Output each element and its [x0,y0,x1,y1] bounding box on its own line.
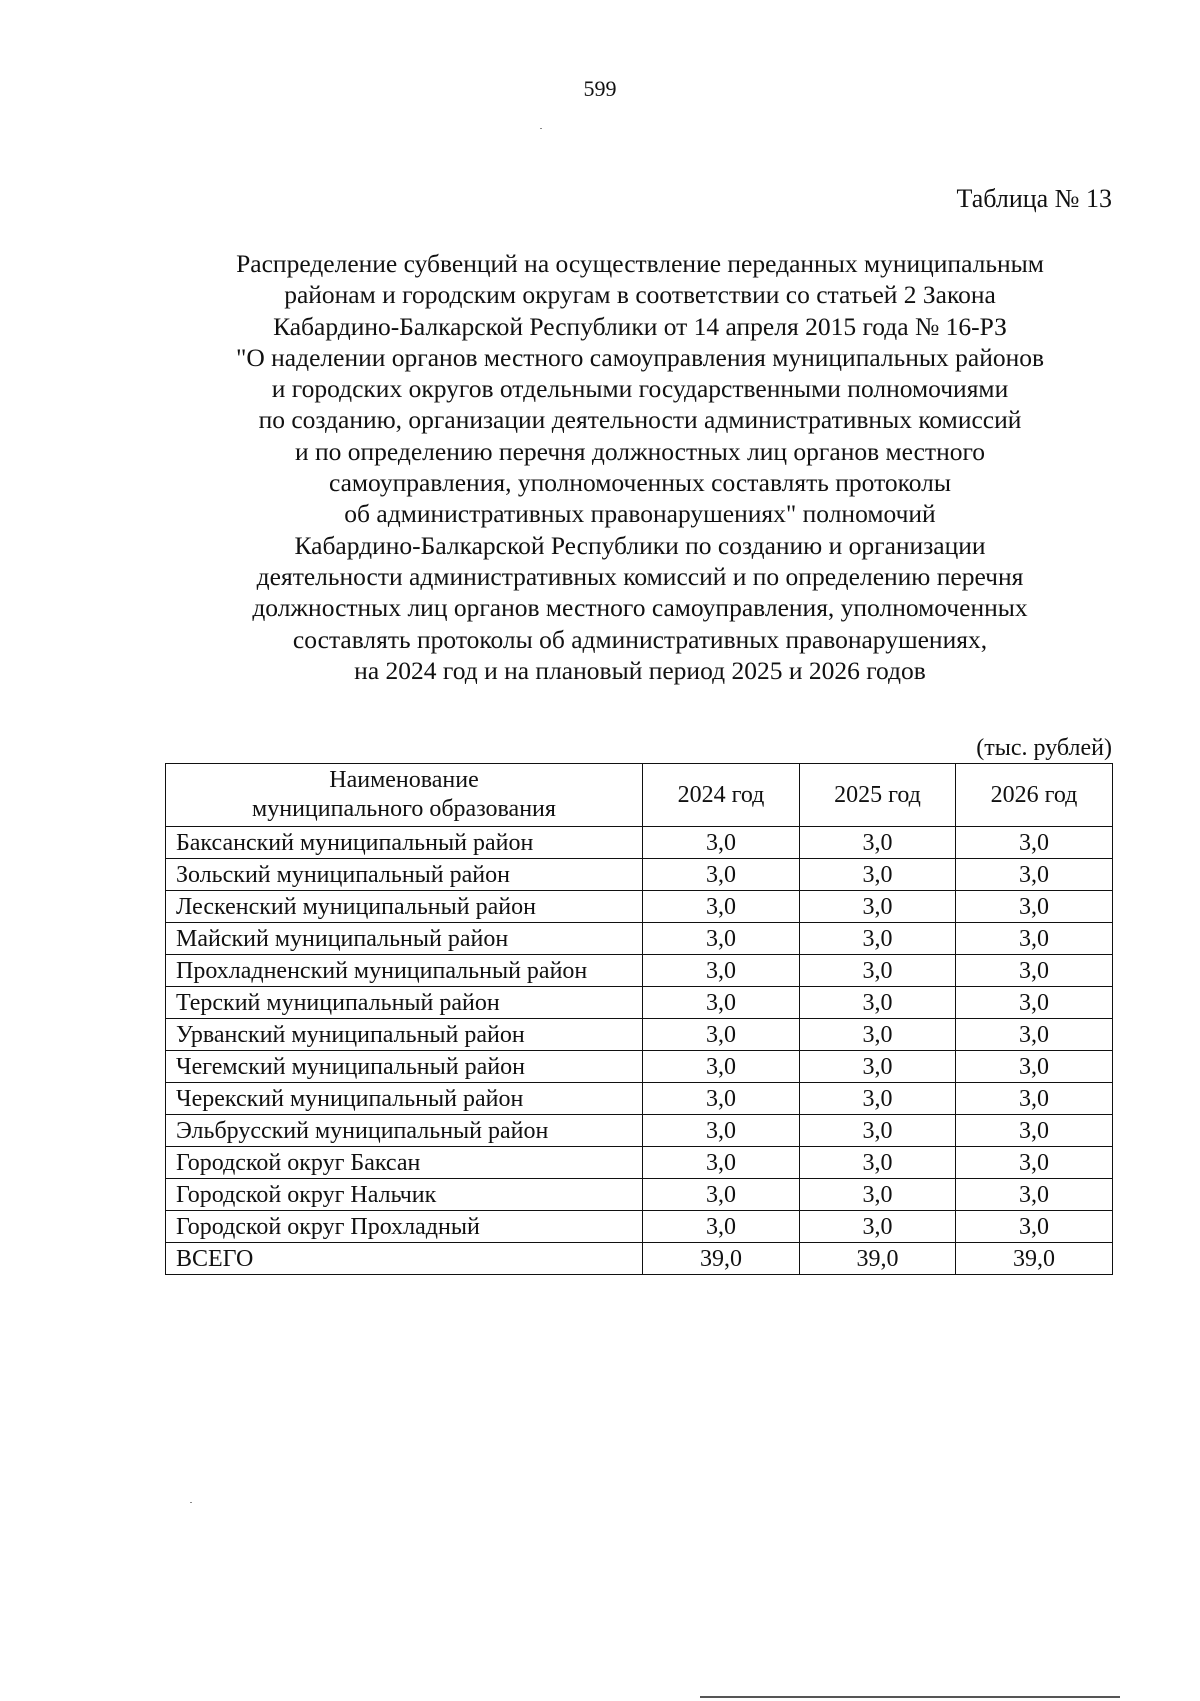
row-name: Урванский муниципальный район [166,1019,643,1051]
row-name: Терский муниципальный район [166,987,643,1019]
row-value-2024: 3,0 [643,923,800,955]
row-value-2024: 3,0 [643,859,800,891]
row-value-2025: 3,0 [800,1083,956,1115]
title-line: должностных лиц органов местного самоуправления, уполномоченных [252,593,1028,623]
row-value-2025: 3,0 [800,1211,956,1243]
row-value-2026: 3,0 [956,987,1113,1019]
header-name-line1: Наименование [329,767,479,793]
title-line: деятельности административных комиссий и по определению перечня [256,561,1024,591]
table-row [166,1051,1113,1083]
subvention-table [165,763,1113,1275]
total-value-2024: 39,0 [643,1243,800,1275]
row-value-2026: 3,0 [956,1211,1113,1243]
table-row [166,955,1113,987]
table-total-row [166,1243,1113,1275]
table-header-row [166,764,1113,827]
row-name: Эльбрусский муниципальный район [166,1115,643,1147]
row-name: Зольский муниципальный район [166,859,643,891]
row-value-2024: 3,0 [643,1019,800,1051]
row-value-2026: 3,0 [956,827,1113,859]
title-line: самоуправления, уполномоченных составлять протоколы [328,468,952,498]
row-name: Городской округ Баксан [166,1147,643,1179]
total-value-2025: 39,0 [800,1243,956,1275]
row-value-2024: 3,0 [643,987,800,1019]
header-2024: 2024 год [643,764,800,827]
title-line: и городских округов отдельными государственными полномочиями [271,374,1009,404]
page-edge-line [700,1696,1120,1698]
table-row [166,1115,1113,1147]
row-name: Баксанский муниципальный район [166,827,643,859]
row-value-2025: 3,0 [800,1051,956,1083]
row-value-2026: 3,0 [956,1019,1113,1051]
table-row [166,1083,1113,1115]
total-value-2026: 39,0 [956,1243,1113,1275]
title-line: составлять протоколы об административных правонарушениях, [292,624,988,654]
header-2026: 2026 год [956,764,1113,827]
row-value-2026: 3,0 [956,1179,1113,1211]
row-value-2024: 3,0 [643,955,800,987]
row-value-2025: 3,0 [800,1115,956,1147]
row-name: Майский муниципальный район [166,923,643,955]
scan-speck [540,128,542,129]
row-name: Лескенский муниципальный район [166,891,643,923]
row-name: Чегемский муниципальный район [166,1051,643,1083]
page-number: 599 [583,76,617,101]
title-line: "О наделении органов местного самоуправления муниципальных районов [235,342,1045,372]
title-line: Кабардино-Балкарской Республики по созданию и организации [294,530,986,560]
row-value-2025: 3,0 [800,859,956,891]
table-row [166,859,1113,891]
header-name-line2: муниципального образования [252,796,556,822]
row-value-2025: 3,0 [800,1147,956,1179]
row-value-2024: 3,0 [643,1179,800,1211]
row-value-2024: 3,0 [643,827,800,859]
row-value-2026: 3,0 [956,1083,1113,1115]
row-value-2024: 3,0 [643,1051,800,1083]
table-row [166,1179,1113,1211]
scan-speck [190,1502,192,1503]
table-row [166,987,1113,1019]
row-value-2026: 3,0 [956,923,1113,955]
row-name: Прохладненский муниципальный район [166,955,643,987]
row-value-2024: 3,0 [643,1115,800,1147]
title-line: об административных правонарушениях" полномочий [344,499,936,529]
table-row [166,923,1113,955]
row-value-2025: 3,0 [800,827,956,859]
title-line: на 2024 год и на плановый период 2025 и 2026 годов [354,655,926,685]
row-value-2024: 3,0 [643,891,800,923]
units-label: (тыс. рублей) [976,735,1112,761]
title-line: по созданию, организации деятельности административных комиссий [258,405,1022,435]
document-title [160,248,1120,686]
row-value-2026: 3,0 [956,891,1113,923]
title-line: Распределение субвенций на осуществление переданных муниципальным [236,249,1044,278]
row-name: Черекский муниципальный район [166,1083,643,1115]
total-name: ВСЕГО [166,1243,643,1275]
row-name: Городской округ Прохладный [166,1211,643,1243]
row-value-2025: 3,0 [800,923,956,955]
table-row [166,1211,1113,1243]
table-label: Таблица № 13 [956,184,1112,213]
row-value-2025: 3,0 [800,955,956,987]
title-line: районам и городским округам в соответствии со статьей 2 Закона [284,280,996,310]
title-line: Кабардино-Балкарской Республики от 14 апреля 2015 года № 16-РЗ [273,311,1007,341]
header-name [166,764,643,827]
row-value-2024: 3,0 [643,1211,800,1243]
row-value-2024: 3,0 [643,1147,800,1179]
row-value-2026: 3,0 [956,1051,1113,1083]
header-2025: 2025 год [800,764,956,827]
row-value-2026: 3,0 [956,859,1113,891]
title-line: и по определению перечня должностных лиц органов местного [294,436,986,466]
row-value-2026: 3,0 [956,1115,1113,1147]
row-value-2025: 3,0 [800,1179,956,1211]
table-row [166,891,1113,923]
row-value-2024: 3,0 [643,1083,800,1115]
row-name: Городской округ Нальчик [166,1179,643,1211]
table-row [166,827,1113,859]
row-value-2026: 3,0 [956,1147,1113,1179]
table-row [166,1147,1113,1179]
row-value-2025: 3,0 [800,1019,956,1051]
row-value-2026: 3,0 [956,955,1113,987]
table-row [166,1019,1113,1051]
row-value-2025: 3,0 [800,891,956,923]
row-value-2025: 3,0 [800,987,956,1019]
